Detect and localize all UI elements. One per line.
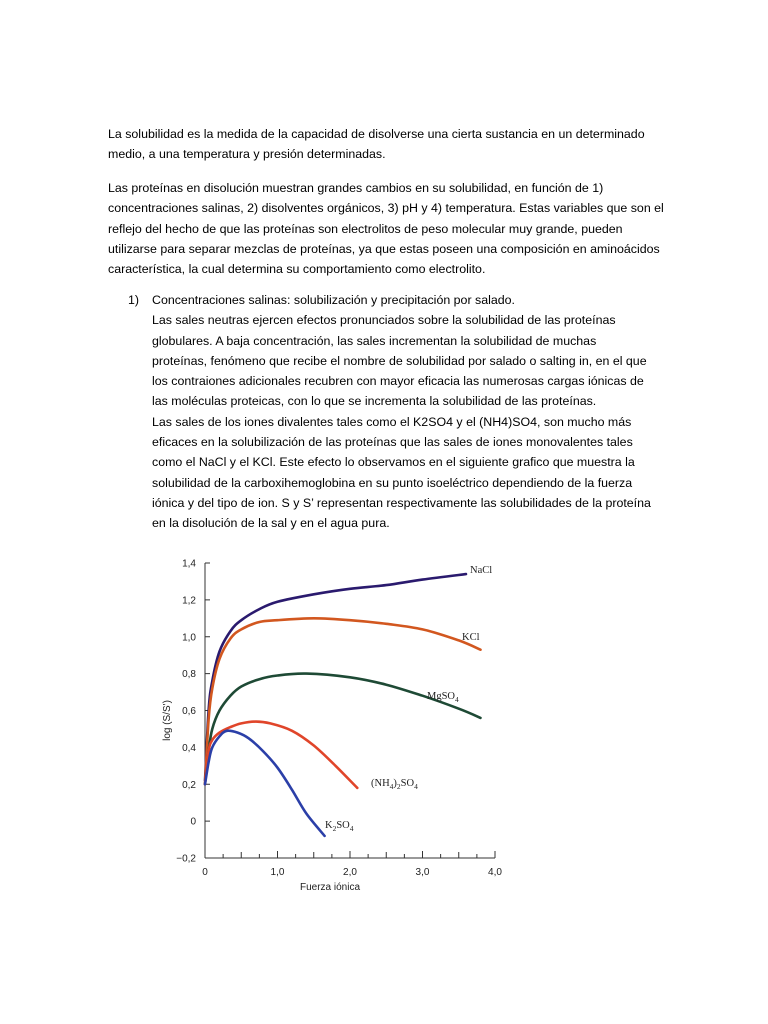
chart-series-labels <box>325 565 492 833</box>
item-line: como el NaCl y el KCl. Este efecto lo observamos en el siguiente grafico que muestra la <box>152 455 635 470</box>
item-line: eficaces en la solubilización de las proteínas que las sales de iones monovalentes tales <box>152 435 633 450</box>
item-body <box>152 290 672 534</box>
item-line: las moléculas proteicas, con lo que se incrementa la solubilidad de las proteínas. <box>152 394 597 409</box>
y-tick-label: 0,6 <box>182 706 196 717</box>
chart-series <box>205 574 481 836</box>
item-line: en la disolución de la sal y en el agua pura. <box>152 516 390 531</box>
item-line: globulares. A baja concentración, las sales incrementan la solubilidad de muchas <box>152 333 597 348</box>
x-tick-label: 1,0 <box>270 867 285 878</box>
item-number: 1) <box>128 293 140 307</box>
y-tick-label: 1,2 <box>182 595 196 607</box>
series-label-k2so4: $K_2SO_4$ <box>325 820 354 833</box>
item-line: iónica y del tipo de ion. S y S’ representan respectivamente las solubilidades de la proteína <box>152 495 651 510</box>
y-tick-label: 0,8 <box>182 669 196 681</box>
item-line: Las sales de los iones divalentes tales como el K2SO4 y el (NH4)SO4, son mucho más <box>152 414 632 429</box>
series-line-nacl <box>205 574 466 781</box>
chart-svg <box>150 548 530 898</box>
series-label-nh4-2so4: $(NH_4)_2SO_4$ <box>371 778 418 791</box>
y-tick-label: 0 <box>190 816 196 828</box>
paragraph-solubility-definition: La solubilidad es la medida de la capacidad de disolverse una cierta sustancia en un determinado medio, a una temperatura y presión determinadas. <box>108 127 645 162</box>
solubility-chart <box>150 548 530 904</box>
x-tick-label: 4,0 <box>488 867 502 878</box>
item-line: solubilidad de la carboxihemoglobina en su punto isoeléctrico dependiendo de la fuerza <box>152 475 633 490</box>
y-tick-label: 1,0 <box>182 632 196 644</box>
y-tick-label: 1,4 <box>182 558 196 570</box>
y-axis-label: log (S/S') <box>162 700 173 741</box>
y-tick-label: −0,2 <box>176 853 196 865</box>
paragraph-protein-solubility: Las proteínas en disolución muestran grandes cambios en su solubilidad, en función de 1) concentraciones salinas, 2) disolventes orgánicos, 3) pH y 4) temperatura. Estas variables que son el reflejo del hecho de que las proteínas son electrolitos de peso molecular muy grande, pueden utilizarse para separar mezclas de proteínas, ya que estas poseen una composición en aminoácidos característica, la cual determina su comportamiento como electrolito. <box>108 181 664 277</box>
series-label-nacl: NaCl <box>470 565 493 576</box>
series-line-k2so4 <box>205 731 325 836</box>
item-line: proteínas, fenómeno que recibe el nombre de solubilidad por salado o salting in, en el que <box>152 353 647 368</box>
y-tick-label: 0,4 <box>182 742 196 754</box>
y-tick-label: 0,2 <box>182 779 196 791</box>
x-tick-label: 0 <box>202 867 208 878</box>
item-line: los contraiones adicionales recubren con mayor eficacia las numerosas cargas iónicas de <box>152 374 644 389</box>
item-line: Las sales neutras ejercen efectos pronunciados sobre la solubilidad de las proteínas <box>152 313 616 328</box>
series-label-mgso4: MgSO$_4$ <box>427 691 459 704</box>
x-tick-label: 2,0 <box>343 867 357 878</box>
item-line: Concentraciones salinas: solubilización y precipitación por salado. <box>152 293 515 307</box>
x-axis-label: Fuerza iónica <box>299 882 361 893</box>
series-label-kcl: KCl <box>462 632 480 643</box>
x-tick-label: 3,0 <box>415 867 430 878</box>
